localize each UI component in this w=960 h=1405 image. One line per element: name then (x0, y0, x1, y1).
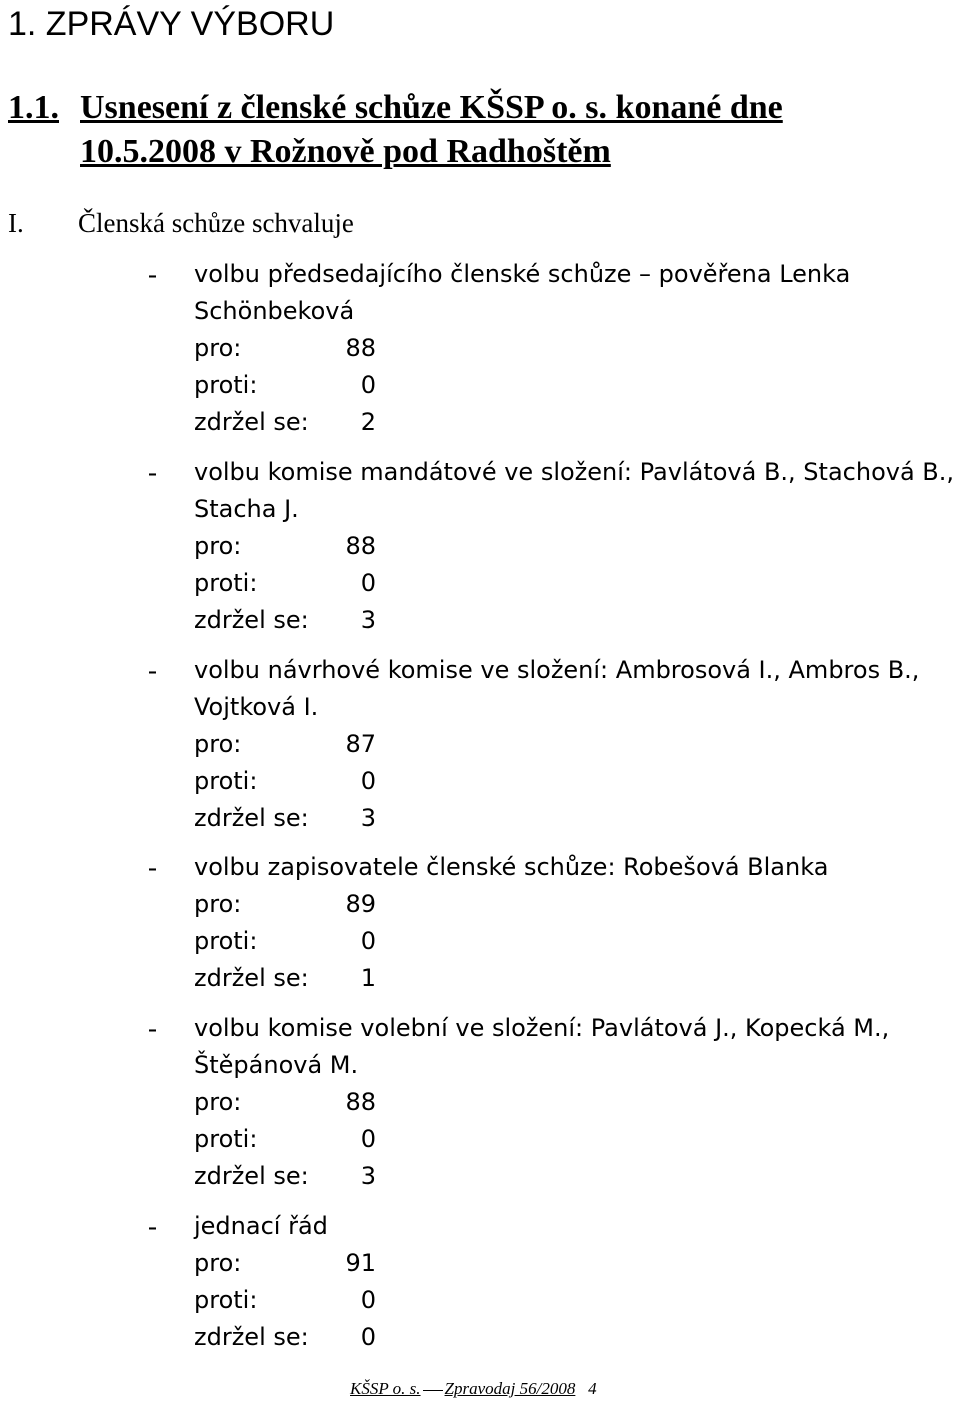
vote-against-value: 0 (360, 569, 376, 597)
vote-for-label: pro: (194, 532, 242, 560)
vote-against-row (194, 763, 958, 800)
vote-for-value: 88 (345, 1088, 376, 1116)
vote-against-row (194, 1282, 958, 1319)
vote-against-label: proti: (194, 927, 258, 955)
vote-for-value: 88 (345, 532, 376, 560)
vote-against-label: proti: (194, 569, 258, 597)
vote-against-label: proti: (194, 371, 258, 399)
vote-against-label: proti: (194, 767, 258, 795)
vote-abstain-row (194, 800, 958, 837)
vote-for-label: pro: (194, 334, 242, 362)
subsection-number: 1.1. (8, 89, 59, 126)
chapter-heading: 1. ZPRÁVY VÝBORU (8, 5, 335, 43)
vote-against-label: proti: (194, 1286, 258, 1314)
vote-for-row (194, 726, 958, 763)
vote-abstain-row (194, 602, 958, 639)
resolution-item (148, 454, 958, 639)
vote-for-label: pro: (194, 1249, 242, 1277)
vote-for-value: 89 (345, 890, 376, 918)
vote-against-row (194, 1121, 958, 1158)
footer-page-number: 4 (588, 1379, 597, 1398)
item-text: jednací řád (194, 1212, 328, 1240)
subsection-heading (8, 88, 783, 128)
resolution-item (148, 1208, 958, 1356)
resolution-item (148, 1010, 958, 1195)
item-dash: - (148, 852, 157, 882)
item-content (194, 256, 958, 441)
section-title: Členská schůze schvaluje (78, 208, 354, 238)
vote-against-row (194, 367, 958, 404)
vote-abstain-label: zdržel se: (194, 1323, 309, 1351)
vote-abstain-label: zdržel se: (194, 1162, 309, 1190)
resolution-item (148, 256, 958, 441)
vote-against-value: 0 (360, 1286, 376, 1314)
resolution-item (148, 849, 958, 997)
item-text: volbu komise mandátové ve složení: Pavlátová B., Stachová B., Stacha J. (194, 458, 955, 523)
item-text: volbu návrhové komise ve složení: Ambrosová I., Ambros B., Vojtková I. (194, 656, 920, 721)
vote-for-row (194, 330, 958, 367)
vote-for-label: pro: (194, 730, 242, 758)
vote-against-label: proti: (194, 1125, 258, 1153)
page-footer (350, 1378, 597, 1400)
item-content (194, 652, 958, 837)
item-content (194, 454, 958, 639)
item-text: volbu komise volební ve složení: Pavlátová J., Kopecká M., Štěpánová M. (194, 1014, 890, 1079)
vote-for-row (194, 1245, 958, 1282)
vote-abstain-row (194, 960, 958, 997)
vote-abstain-row (194, 1319, 958, 1356)
subsection-title-line2: 10.5.2008 v Rožnově pod Radhoštěm (80, 133, 611, 170)
item-text: volbu předsedajícího členské schůze – pověřena Lenka Schönbeková (194, 260, 851, 325)
vote-abstain-value: 1 (360, 964, 376, 992)
vote-against-row (194, 565, 958, 602)
vote-against-value: 0 (360, 767, 376, 795)
vote-against-value: 0 (360, 927, 376, 955)
item-content (194, 1010, 958, 1195)
vote-abstain-value: 3 (360, 606, 376, 634)
footer-separator-line (423, 1390, 443, 1391)
vote-abstain-row (194, 404, 958, 441)
item-text: volbu zapisovatele členské schůze: Robešová Blanka (194, 853, 829, 881)
footer-org: KŠSP o. s. (350, 1379, 421, 1398)
vote-for-value: 88 (345, 334, 376, 362)
vote-for-value: 91 (345, 1249, 376, 1277)
vote-abstain-label: zdržel se: (194, 606, 309, 634)
vote-for-row (194, 1084, 958, 1121)
vote-for-label: pro: (194, 1088, 242, 1116)
vote-for-row (194, 886, 958, 923)
vote-abstain-label: zdržel se: (194, 804, 309, 832)
vote-for-value: 87 (345, 730, 376, 758)
item-dash: - (148, 1211, 157, 1241)
section-heading (8, 205, 354, 241)
vote-abstain-value: 3 (360, 1162, 376, 1190)
vote-for-label: pro: (194, 890, 242, 918)
item-dash: - (148, 655, 157, 685)
vote-abstain-value: 3 (360, 804, 376, 832)
resolution-item (148, 652, 958, 837)
vote-against-value: 0 (360, 371, 376, 399)
item-dash: - (148, 259, 157, 289)
vote-against-row (194, 923, 958, 960)
vote-abstain-value: 0 (360, 1323, 376, 1351)
item-content (194, 849, 958, 997)
footer-publication: Zpravodaj 56/2008 (444, 1379, 576, 1398)
item-dash: - (148, 1013, 157, 1043)
vote-for-row (194, 528, 958, 565)
item-dash: - (148, 457, 157, 487)
vote-abstain-label: zdržel se: (194, 408, 309, 436)
vote-abstain-label: zdržel se: (194, 964, 309, 992)
vote-abstain-row (194, 1158, 958, 1195)
vote-abstain-value: 2 (360, 408, 376, 436)
section-roman-numeral: I. (8, 208, 24, 238)
vote-against-value: 0 (360, 1125, 376, 1153)
subsection-title-line1: Usnesení z členské schůze KŠSP o. s. konané dne (80, 89, 783, 126)
item-content (194, 1208, 958, 1356)
